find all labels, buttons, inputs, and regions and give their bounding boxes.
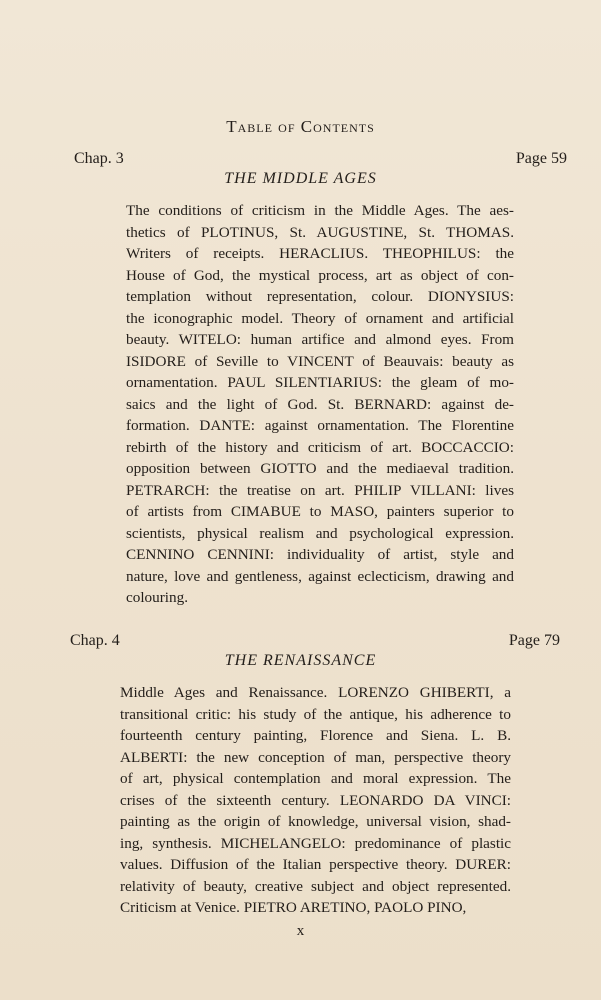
summary-line: Criticism at Venice. PIETRO ARETINO, PAOLO PINO, [120, 899, 467, 916]
summary-line: Middle Ages and Renaissance. LORENZO GHIBERTI, a [120, 684, 511, 701]
summary-line: ing, synthesis. MICHELANGELO: predominance of plastic [120, 834, 511, 852]
chapter-4-title: THE RENAISSANCE [224, 652, 377, 669]
summary-line: colouring. [126, 589, 189, 606]
summary-line: values. Diffusion of the Italian perspective theory. DURER: [120, 856, 511, 873]
chapter-3-title: THE MIDDLE AGES [224, 170, 377, 187]
summary-line: ISIDORE of Seville to VINCENT of Beauvais: beauty as [126, 352, 514, 370]
summary-line: House of God, the mystical process, art as object of con- [126, 266, 514, 284]
chapter-4-page-ref: Page 79 [508, 632, 560, 649]
summary-line: the iconographic model. Theory of ornament and artificial [126, 309, 514, 327]
summary-line: CENNINO CENNINI: individuality of artist, style and [126, 546, 514, 563]
page-number: x [296, 923, 305, 939]
summary-line: thetics of PLOTINUS, St. AUGUSTINE, St. THOMAS. [126, 223, 514, 241]
summary-line: Writers of receipts. HERACLIUS. THEOPHILUS: the [126, 245, 514, 262]
chapter-3-label: Chap. 3 [74, 150, 124, 167]
running-head: Table of Contents [226, 117, 375, 136]
summary-line: transitional critic: his study of the antique, his adherence to [120, 705, 511, 723]
chapter-4-label: Chap. 4 [70, 632, 120, 649]
chapter-4-summary [120, 682, 511, 919]
summary-line: scientists, physical realism and psychological expression. [126, 524, 514, 542]
summary-line: opposition between GIOTTO and the mediaeval tradition. [126, 460, 514, 477]
summary-line: ornamentation. PAUL SILENTIARIUS: the gleam of mo- [126, 374, 514, 391]
summary-line: nature, love and gentleness, against eclecticism, drawing and [126, 567, 514, 585]
summary-line: of artists from CIMABUE to MASO, painters superior to [126, 503, 514, 520]
summary-line: painting as the origin of knowledge, universal vision, shad- [120, 813, 511, 830]
summary-line: relativity of beauty, creative subject and object represented. [120, 877, 511, 895]
summary-line: rebirth of the history and criticism of art. BOCCACCIO: [126, 438, 514, 456]
summary-line: crises of the sixteenth century. LEONARDO DA VINCI: [120, 791, 511, 809]
summary-line: of art, physical contemplation and moral expression. The [120, 770, 511, 787]
summary-line: The conditions of criticism in the Middle Ages. The aes- [126, 202, 514, 219]
summary-line: ALBERTI: the new conception of man, perspective theory [120, 748, 511, 766]
summary-line: saics and the light of God. St. BERNARD: against de- [126, 395, 514, 413]
summary-line: PETRARCH: the treatise on art. PHILIP VILLANI: lives [126, 481, 514, 499]
summary-line: fourteenth century painting, Florence and Siena. L. B. [120, 727, 511, 744]
summary-line: formation. DANTE: against ornamentation. The Florentine [126, 417, 514, 434]
summary-line: beauty. WITELO: human artifice and almond eyes. From [126, 331, 514, 348]
chapter-3-page-ref: Page 59 [515, 150, 567, 167]
summary-line: templation without representation, colour. DIONYSIUS: [126, 288, 514, 305]
chapter-3-summary [126, 200, 514, 609]
